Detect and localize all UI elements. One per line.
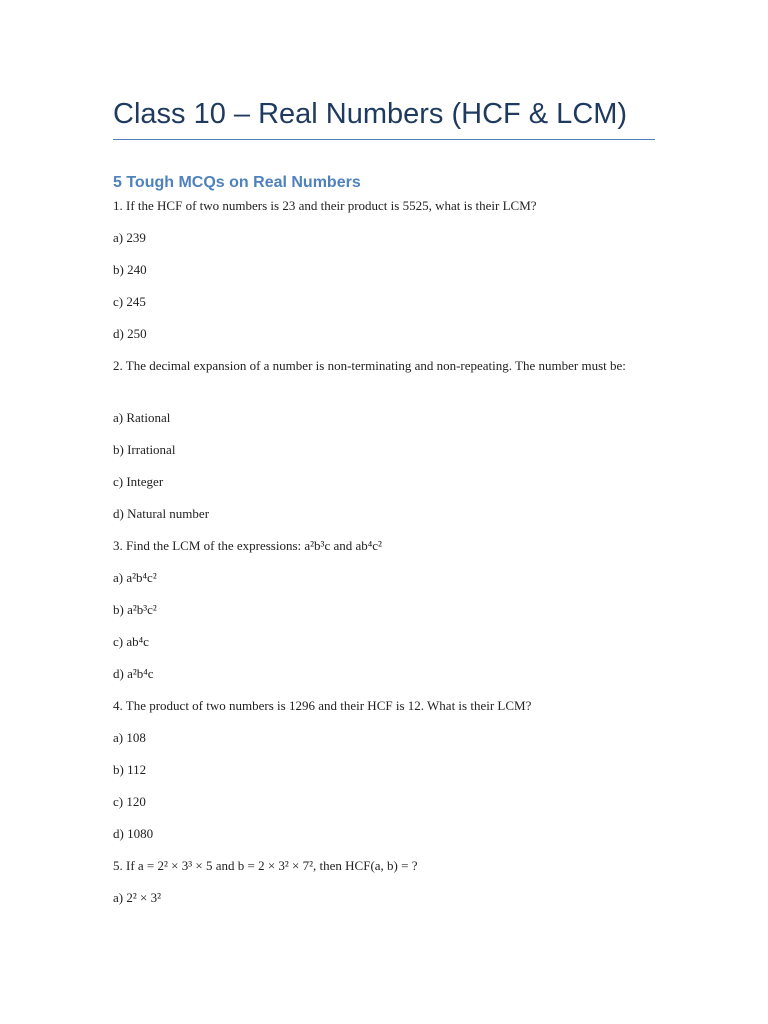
question-4-option-c: c) 120 (113, 794, 146, 809)
question-2-option-b: b) Irrational (113, 442, 176, 457)
question-1-option-c: c) 245 (113, 294, 146, 309)
question-4-text: 4. The product of two numbers is 1296 and their HCF is 12. What is their LCM? (113, 698, 532, 713)
question-2-text: 2. The decimal expansion of a number is non-terminating and non-repeating. The number must be: (113, 358, 626, 373)
question-4-option-d: d) 1080 (113, 826, 154, 841)
question-2-option-d: d) Natural number (113, 506, 210, 521)
question-1-option-b: b) 240 (113, 262, 147, 277)
question-5-text: 5. If a = 2² × 3³ × 5 and b = 2 × 3² × 7², then HCF(a, b) = ? (113, 858, 418, 873)
question-3-text: 3. Find the LCM of the expressions: a²b³c and ab⁴c² (113, 538, 382, 553)
title-underline (113, 139, 655, 140)
question-3-option-a: a) a²b⁴c² (113, 570, 157, 585)
question-3-option-c: c) ab⁴c (113, 634, 149, 649)
question-3-option-b: b) a²b³c² (113, 602, 157, 617)
question-4-option-b: b) 112 (113, 762, 147, 777)
question-1-text: 1. If the HCF of two numbers is 23 and their product is 5525, what is their LCM? (113, 198, 537, 213)
document-title: Class 10 – Real Numbers (HCF & LCM) (113, 98, 628, 130)
question-2-option-a: a) Rational (113, 410, 171, 425)
question-3-option-d: d) a²b⁴c (113, 666, 154, 681)
question-2-option-c: c) Integer (113, 474, 164, 489)
question-1-option-a: a) 239 (113, 230, 146, 245)
section-heading: 5 Tough MCQs on Real Numbers (113, 174, 361, 191)
question-5-option-a: a) 2² × 3² (113, 890, 161, 905)
question-4-option-a: a) 108 (113, 730, 146, 745)
question-1-option-d: d) 250 (113, 326, 147, 341)
